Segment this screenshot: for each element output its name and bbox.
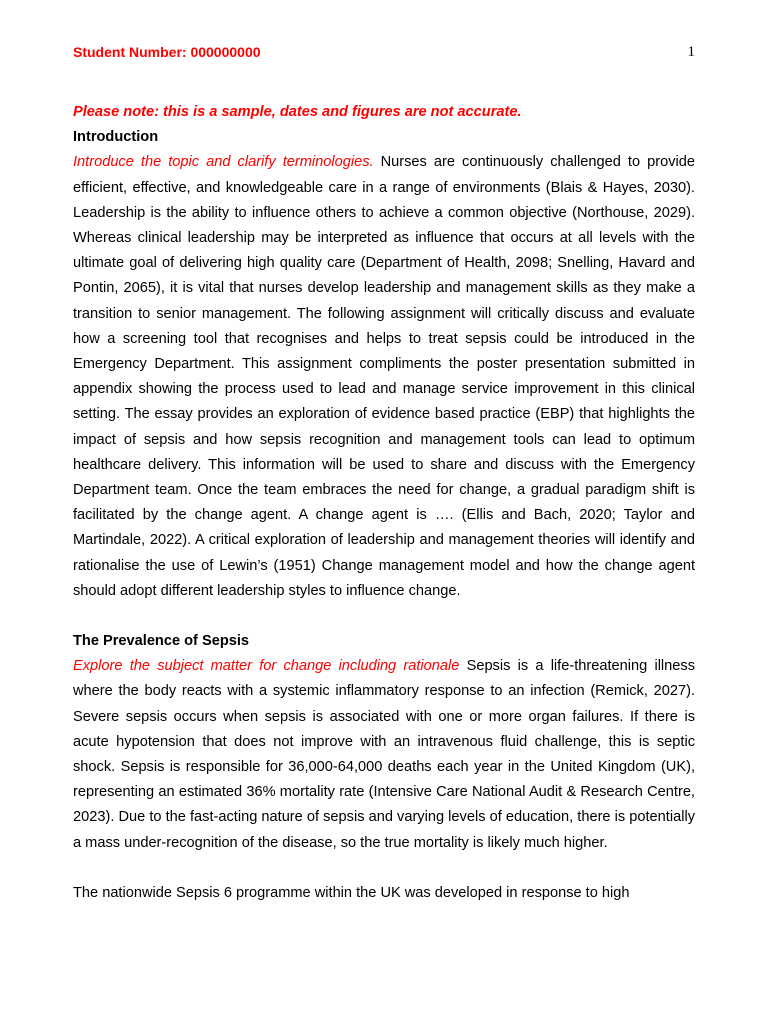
paragraph-spacer xyxy=(73,856,695,881)
page-header xyxy=(73,44,695,64)
student-number: Student Number: 000000000 xyxy=(73,44,261,60)
paragraph-spacer xyxy=(73,604,695,629)
prevalence-paragraph xyxy=(73,654,695,856)
sample-note: Please note: this is a sample, dates and figures are not accurate. xyxy=(73,104,522,120)
section-heading-prevalence: The Prevalence of Sepsis xyxy=(73,633,250,650)
introduction-body: Nurses are continuously challenged to provide efficient, effective, and knowledgeable care in a range of environments (Blais & Hayes, 2030). Leadership is the ability to influence others to achieve a common objective (Northouse, 2029). Whereas clinical leadership may be interpreted as influence that occurs at all levels with the ultimate goal of delivering high quality care (Department of Health, 2098; Snelling, Havard and Pontin, 2065), it is vital that nurses develop leadership and management skills as they make a transition to senior management. The following assignment will critically discuss and evaluate how a screening tool that recognises and helps to treat sepsis could be introduced in the Emergency Department. This assignment compliments the poster presentation submitted in appendix showing the process used to lead and manage service improvement in this clinical setting. The essay provides an exploration of evidence based practice (EBP) that highlights the impact of sepsis and how sepsis recognition and management tools can lead to optimum healthcare delivery. This information will be used to share and discuss with the Emergency Department team. Once the team embraces the need for change, a gradual paradigm shift is facilitated by the change agent. A change agent is …. (Ellis and Bach, 2020; Taylor and Martindale, 2022). A critical exploration of leadership and management theories will identify and rationalise the use of Lewin’s (1951) Change management model and how the change agent should adopt different leadership styles to influence change. xyxy=(73,154,695,599)
prevalence-body: Sepsis is a life-threatening illness where the body reacts with a systemic inflammatory response to an infection (Remick, 2027). Severe sepsis occurs when sepsis is associated with one or more organ failures. If there is acute hypotension that does not improve with an intravenous fluid challenge, this is septic shock. Sepsis is responsible for 36,000-64,000 deaths each year in the United Kingdom (UK), representing an estimated 36% mortality rate (Intensive Care National Audit & Research Centre, 2023). Due to the fast-acting nature of sepsis and varying levels of education, there is potentially a mass under-recognition of the disease, so the true mortality is likely much higher. xyxy=(73,658,696,851)
prevalence-prompt: Explore the subject matter for change including rationale xyxy=(73,658,460,675)
final-paragraph: The nationwide Sepsis 6 programme within the UK was developed in response to high xyxy=(73,884,630,901)
introduction-paragraph xyxy=(73,150,695,604)
introduction-prompt: Introduce the topic and clarify terminologies. xyxy=(73,154,374,171)
page-number: 1 xyxy=(687,44,695,60)
section-heading-introduction: Introduction xyxy=(73,129,159,146)
document-body xyxy=(73,100,695,906)
